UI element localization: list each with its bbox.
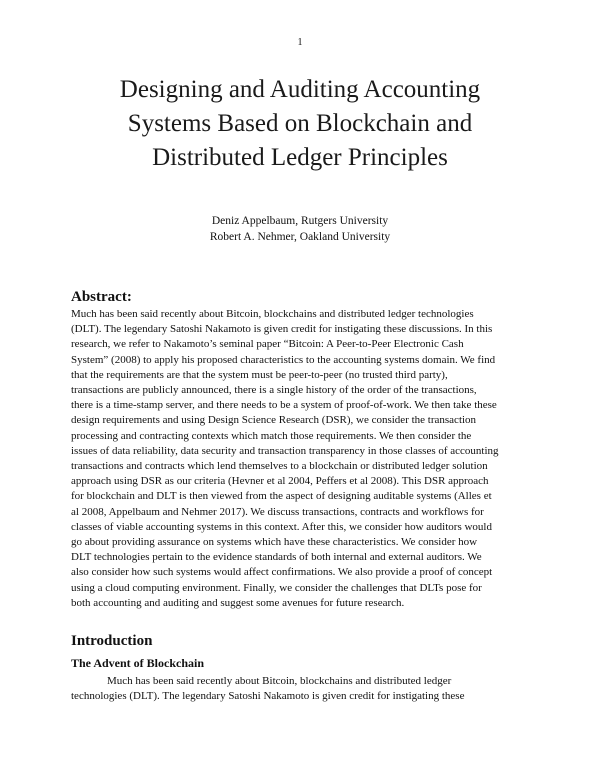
abstract-line: al 2008, Appelbaum and Nehmer 2017). We discuss transactions, contracts and workflows for	[71, 505, 484, 518]
author-line: Deniz Appelbaum, Rutgers University	[211, 215, 389, 227]
author-line: Robert A. Nehmer, Oakland University	[209, 231, 391, 243]
abstract-line: System” (2008) to apply his proposed characteristics to the accounting systems domain. We find	[71, 353, 496, 366]
abstract-line: issues of data reliability, data security and transaction transparency in those classes of accounting	[71, 444, 499, 457]
intro-line: technologies (DLT). The legendary Satoshi Nakamoto is given credit for instigating these	[71, 690, 465, 703]
abstract-line: that the requirements are that the system must be peer-to-peer (no trusted third party),	[71, 368, 448, 381]
abstract-line: classes of viable accounting systems in this context. After this, we consider how auditors would	[71, 520, 492, 533]
abstract-line: design requirements and using Design Science Research (DSR), we consider the transaction	[71, 414, 477, 427]
introduction-heading: Introduction	[71, 633, 153, 649]
abstract-line: research, we refer to Nakamoto’s seminal paper “Bitcoin: A Peer-to-Peer Electronic Cash	[71, 338, 464, 351]
title-line: Distributed Ledger Principles	[152, 144, 448, 171]
abstract-line: both accounting and auditing and suggest some avenues for future research.	[71, 596, 405, 609]
introduction-body	[71, 674, 531, 704]
title-line: Designing and Auditing Accounting	[119, 76, 481, 103]
title-line: Systems Based on Blockchain and	[127, 110, 473, 137]
abstract-line: DLT technologies pertain to the evidence standards of both internal and external auditors. We	[71, 551, 482, 564]
abstract-line: there is a time-stamp server, and there needs to be a system of proof-of-work. We then take these	[71, 399, 497, 412]
section-subheading: The Advent of Blockchain	[71, 656, 205, 670]
paper-title	[60, 73, 540, 175]
abstract-line: using a cloud computing environment. Finally, we consider the challenges that DLTs pose for	[71, 581, 482, 594]
page-number: 1	[297, 37, 303, 48]
abstract-heading: Abstract:	[71, 289, 132, 305]
abstract-line: (DLT). The legendary Satoshi Nakamoto is given credit for instigating these discussions. In this	[71, 323, 493, 336]
abstract-line: also consider how such systems would affect confirmations. We also provide a proof of concept	[71, 566, 493, 579]
author-list	[0, 213, 600, 245]
intro-line: Much has been said recently about Bitcoin, blockchains and distributed ledger	[107, 675, 452, 687]
abstract-line: approach using DSR as our criteria (Hevner et al 2004, Peffers et al 2008). This DSR approach	[71, 475, 489, 488]
abstract-line: transactions are publicly announced, there is a single history of the order of the transactions,	[71, 384, 477, 397]
abstract-line: processing and contracting contexts which match those requirements. We then consider the	[71, 429, 472, 442]
abstract-line: Much has been said recently about Bitcoin, blockchains and distributed ledger technologies	[71, 308, 474, 320]
abstract-body	[71, 307, 531, 611]
abstract-line: transactions and contracts which lend themselves to a blockchain or distributed ledger solution	[71, 460, 488, 473]
abstract-line: go about providing assurance on systems which have these characteristics. We consider how	[71, 536, 478, 549]
abstract-line: for blockchain and DLT is then viewed from the aspect of designing auditable systems (Alles et	[71, 490, 492, 503]
